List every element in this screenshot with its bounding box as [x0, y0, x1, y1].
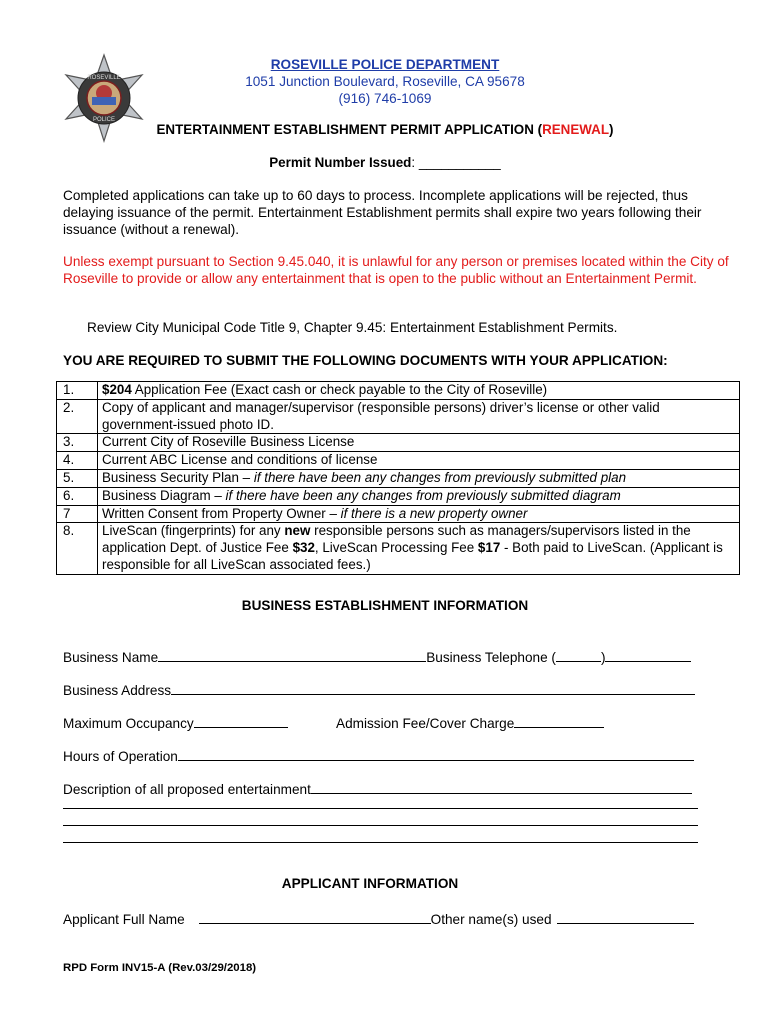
description-row: [63, 779, 692, 797]
department-phone: (916) 746-1069: [338, 91, 432, 106]
form-title: [0, 122, 770, 137]
description-line-4[interactable]: [63, 842, 698, 843]
title-prefix: ENTERTAINMENT ESTABLISHMENT PERMIT APPLICATION (: [156, 122, 543, 137]
department-name: ROSEVILLE POLICE DEPARTMENT: [270, 57, 500, 72]
document-bold-text: new: [284, 523, 311, 539]
document-row: [57, 505, 740, 523]
document-row: [57, 452, 740, 470]
document-number: 4.: [57, 452, 98, 470]
document-italic-text: if there is a new property owner: [340, 505, 528, 521]
required-documents-table: [56, 381, 740, 575]
document-number: 3.: [57, 434, 98, 452]
business-name-row: [63, 647, 691, 665]
maximum-occupancy-row: [63, 713, 288, 731]
business-name-input[interactable]: [158, 647, 426, 662]
document-row: [57, 523, 740, 574]
document-text: LiveScan (fingerprints) for any: [102, 523, 285, 539]
business-telephone-label: Business Telephone (: [426, 650, 556, 665]
hours-of-operation-label: Hours of Operation: [63, 749, 178, 764]
document-text: Copy of applicant and manager/supervisor (responsible persons) driver’s license or other valid government-issued photo ID.: [102, 399, 660, 432]
document-bold-text: $32: [292, 540, 315, 556]
business-telephone-close: ): [600, 650, 606, 665]
document-number: 5.: [57, 469, 98, 487]
permit-number-blank[interactable]: : ___________: [411, 155, 501, 170]
business-address-label: Business Address: [63, 683, 172, 698]
document-text: - Both paid to LiveScan. (Applicant is responsible for all LiveScan associated fees.): [102, 540, 723, 572]
permit-number-label: Permit Number Issued: [269, 155, 412, 170]
permit-number-line: [0, 155, 770, 170]
hours-of-operation-row: [63, 746, 694, 764]
business-area-code-input[interactable]: [556, 647, 601, 662]
hours-of-operation-input[interactable]: [178, 746, 694, 761]
document-description: [98, 505, 740, 523]
document-number: 6.: [57, 487, 98, 505]
description-label: Description of all proposed entertainment: [63, 782, 311, 797]
applicant-full-name-label: Applicant Full Name: [63, 912, 185, 927]
document-description: [98, 487, 740, 505]
department-header: [0, 56, 770, 107]
maximum-occupancy-input[interactable]: [194, 713, 288, 728]
document-italic-text: if there have been any changes from previously submitted diagram: [225, 487, 621, 503]
title-renewal: RENEWAL: [542, 122, 610, 137]
document-text: Current City of Roseville Business License: [102, 434, 355, 450]
other-names-input[interactable]: [557, 909, 694, 924]
description-input[interactable]: [311, 779, 692, 794]
business-address-input[interactable]: [171, 680, 695, 695]
document-description: [98, 523, 740, 574]
warning-paragraph: Unless exempt pursuant to Section 9.45.040, it is unlawful for any person or premises located within the City of Roseville to provide or allow any entertainment that is open to the public without an Entertainment Permit.: [63, 254, 729, 286]
description-line-2[interactable]: [63, 808, 698, 809]
business-telephone-input[interactable]: [605, 647, 691, 662]
seal-text-bottom: POLICE: [92, 117, 116, 123]
maximum-occupancy-label: Maximum Occupancy: [63, 716, 194, 731]
document-number: 1.: [57, 382, 98, 400]
admission-fee-label: Admission Fee/Cover Charge: [336, 716, 515, 731]
document-description: [98, 382, 740, 400]
applicant-name-row: [63, 909, 694, 927]
document-bold-text: $17: [477, 540, 501, 556]
applicant-full-name-input[interactable]: [199, 909, 431, 924]
document-description: [98, 399, 740, 434]
document-number: 2.: [57, 399, 98, 434]
business-info-heading: BUSINESS ESTABLISHMENT INFORMATION: [241, 598, 529, 613]
document-description: [98, 469, 740, 487]
document-row: [57, 382, 740, 400]
document-description: [98, 434, 740, 452]
processing-paragraph: Completed applications can take up to 60 days to process. Incomplete applications will be rejected, thus delaying issuance of the permit. Entertainment Establishment permits shall expire two years following their issuance (without a renewal).: [63, 188, 702, 237]
document-row: [57, 469, 740, 487]
applicant-info-heading: APPLICANT INFORMATION: [281, 876, 459, 891]
document-text: responsible persons such as managers/supervisors listed in the application Dept. of Justice Fee: [102, 523, 691, 556]
form-footer: RPD Form INV15-A (Rev.03/29/2018): [63, 962, 257, 974]
business-address-row: [63, 680, 695, 698]
admission-fee-row: [336, 713, 604, 731]
document-text: Written Consent from Property Owner –: [102, 505, 341, 521]
document-row: [57, 487, 740, 505]
document-row: [57, 434, 740, 452]
business-name-label: Business Name: [63, 650, 159, 665]
other-names-label: Other name(s) used: [430, 912, 552, 927]
title-suffix: ): [609, 122, 614, 137]
document-number: 7: [57, 505, 98, 523]
description-line-3[interactable]: [63, 825, 698, 826]
admission-fee-input[interactable]: [514, 713, 604, 728]
document-text: , LiveScan Processing Fee: [314, 540, 478, 556]
document-italic-text: if there have been any changes from previously submitted plan: [253, 469, 627, 485]
review-paragraph: Review City Municipal Code Title 9, Chapter 9.45: Entertainment Establishment Permits.: [87, 320, 618, 335]
document-bold-text: $204: [102, 382, 132, 397]
document-number: 8.: [57, 523, 98, 574]
document-text: Business Security Plan –: [102, 469, 254, 485]
seal-text-top: ROSEVILLE: [87, 75, 121, 81]
document-row: [57, 399, 740, 434]
required-docs-heading: YOU ARE REQUIRED TO SUBMIT THE FOLLOWING DOCUMENTS WITH YOUR APPLICATION:: [63, 353, 668, 368]
document-text: Current ABC License and conditions of license: [102, 452, 378, 468]
document-text: Application Fee (Exact cash or check payable to the City of Roseville): [131, 382, 548, 397]
document-description: [98, 452, 740, 470]
document-text: Business Diagram –: [102, 487, 226, 503]
department-address: 1051 Junction Boulevard, Roseville, CA 95678: [245, 74, 525, 89]
